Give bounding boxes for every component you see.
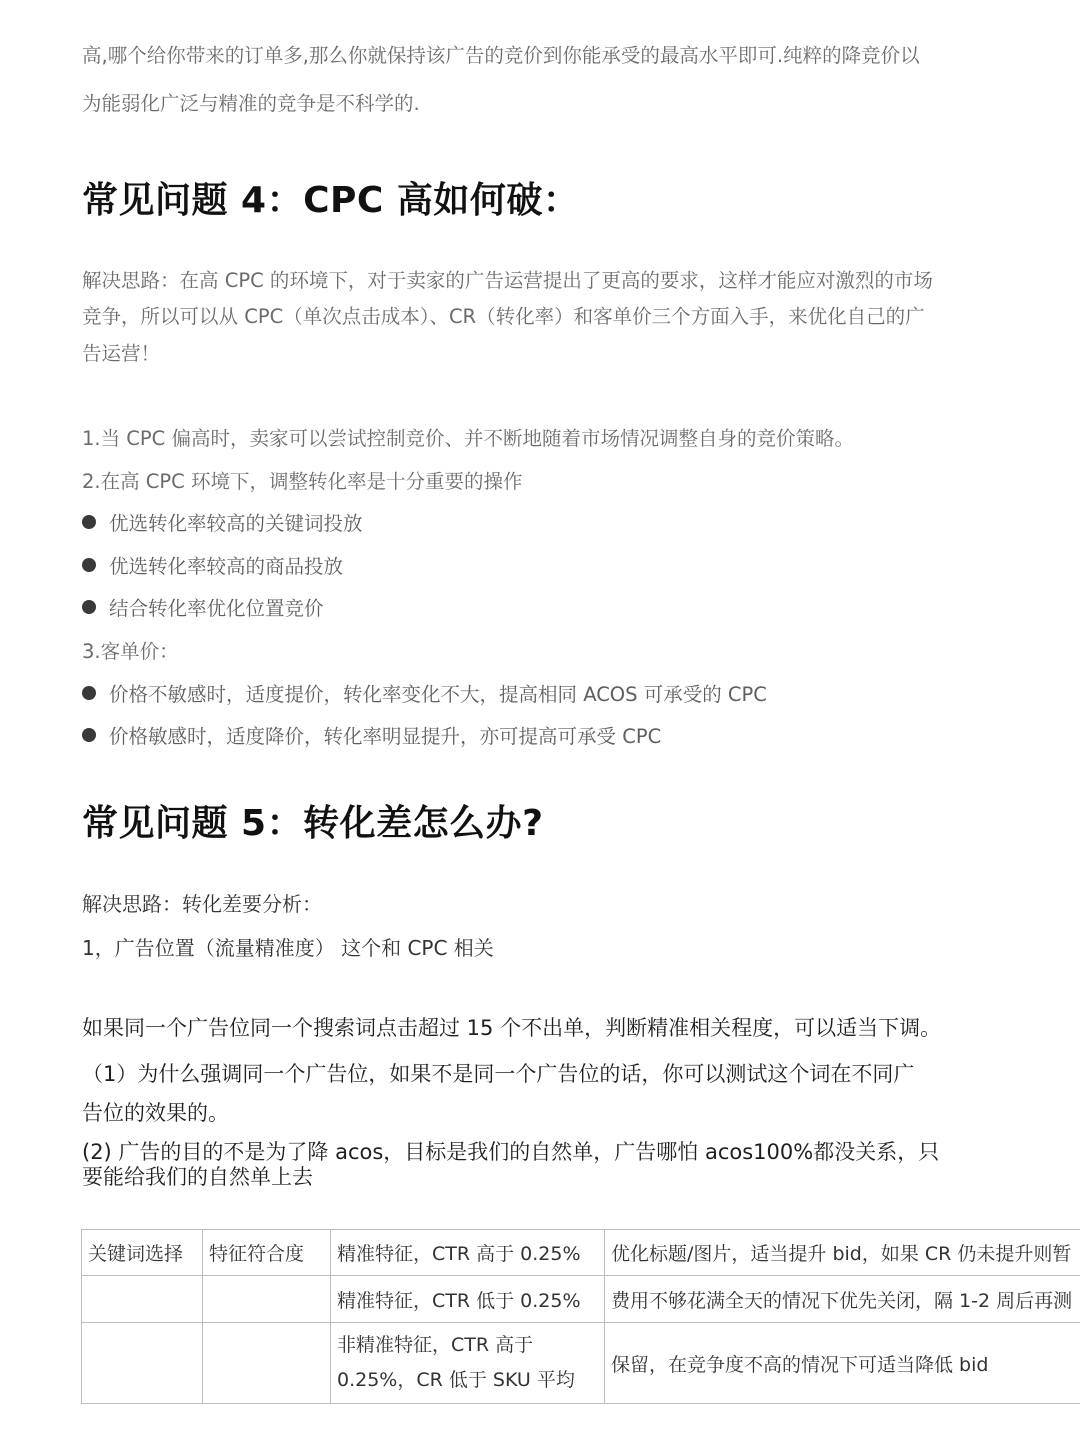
faq5-note1-line-2: 告位的效果的。 <box>82 1101 229 1125</box>
bullet-text: 优选转化率较高的关键词投放 <box>109 512 363 535</box>
bullet-text: 价格不敏感时，适度提价，转化率变化不大，提高相同 ACOS 可承受的 CPC <box>109 683 767 706</box>
faq4-solution-line-1: 解决思路：在高 CPC 的环境下，对于卖家的广告运营提出了更高的要求，这样才能应对激烈的市场 <box>82 269 933 292</box>
faq4-title: 常见问题 4：CPC 高如何破： <box>82 180 580 221</box>
faq4-solution-line-2: 竞争，所以可以从 CPC（单次点击成本）、CR（转化率）和客单价三个方面入手，来优化自己的广 <box>82 305 925 328</box>
table-cell: 关键词选择 <box>82 1230 203 1276</box>
table-cell: 非精准特征，CTR 高于 0.25%，CR 低于 SKU 平均 <box>331 1323 605 1404</box>
table-cell <box>82 1276 203 1323</box>
table-row <box>82 1323 1080 1404</box>
bullet-dot-icon <box>82 686 96 700</box>
bullet-item <box>82 551 343 579</box>
bullet-dot-icon <box>82 558 96 572</box>
table-cell: 特征符合度 <box>203 1230 331 1276</box>
bullet-text: 价格敏感时，适度降价，转化率明显提升，亦可提高可承受 CPC <box>109 725 662 748</box>
table-cell: 精准特征，CTR 高于 0.25% <box>331 1230 605 1276</box>
faq5-title: 常见问题 5：转化差怎么办? <box>82 803 544 844</box>
table-cell: 精准特征，CTR 低于 0.25% <box>331 1276 605 1323</box>
bullet-item <box>82 721 661 749</box>
intro-line-2: 为能弱化广泛与精准的竞争是不科学的. <box>82 92 420 115</box>
table-cell: 优化标题/图片，适当提升 bid，如果 CR 仍未提升则暂 <box>605 1230 1080 1276</box>
bullet-item <box>82 593 324 621</box>
faq5-analysis-label: 解决思路：转化差要分析： <box>82 892 322 916</box>
bullet-item <box>82 508 363 536</box>
bullet-dot-icon <box>82 600 96 614</box>
faq5-item-1: 1，广告位置（流量精准度） 这个和 CPC 相关 <box>82 936 494 960</box>
bullet-text: 结合转化率优化位置竞价 <box>109 597 324 620</box>
table-cell: 保留，在竞争度不高的情况下可适当降低 bid <box>605 1323 1080 1404</box>
faq4-point-3: 3.客单价： <box>82 640 179 663</box>
bullet-item <box>82 679 767 707</box>
faq5-note2-line-2: 要能给我们的自然单上去 <box>82 1165 313 1189</box>
faq5-para-1: 如果同一个广告位同一个搜索词点击超过 15 个不出单，判断精准相关程度，可以适当下调。 <box>82 1016 942 1040</box>
bullet-dot-icon <box>82 728 96 742</box>
table-cell <box>82 1323 203 1404</box>
table-cell: 费用不够花满全天的情况下优先关闭，隔 1-2 周后再测 <box>605 1276 1080 1323</box>
faq4-solution-line-3: 告运营！ <box>82 342 161 365</box>
bullet-dot-icon <box>82 515 96 529</box>
faq4-point-1: 1.当 CPC 偏高时，卖家可以尝试控制竞价、并不断地随着市场情况调整自身的竞价策略。 <box>82 427 854 450</box>
table-row <box>82 1230 1080 1276</box>
table-cell <box>203 1276 331 1323</box>
faq5-note1-line-1: （1）为什么强调同一个广告位，如果不是同一个广告位的话，你可以测试这个词在不同广 <box>82 1062 915 1086</box>
bullet-text: 优选转化率较高的商品投放 <box>109 555 344 578</box>
faq5-note2-line-1: (2) 广告的目的不是为了降 acos，目标是我们的自然单，广告哪怕 acos100%都没关系，只 <box>82 1140 940 1164</box>
faq4-point-2: 2.在高 CPC 环境下，调整转化率是十分重要的操作 <box>82 470 523 493</box>
keyword-strategy-table <box>81 1229 1080 1404</box>
table-cell <box>203 1323 331 1404</box>
table-row <box>82 1276 1080 1323</box>
intro-line-1: 高,哪个给你带来的订单多,那么你就保持该广告的竞价到你能承受的最高水平即可.纯粹的降竞价以 <box>82 44 920 67</box>
